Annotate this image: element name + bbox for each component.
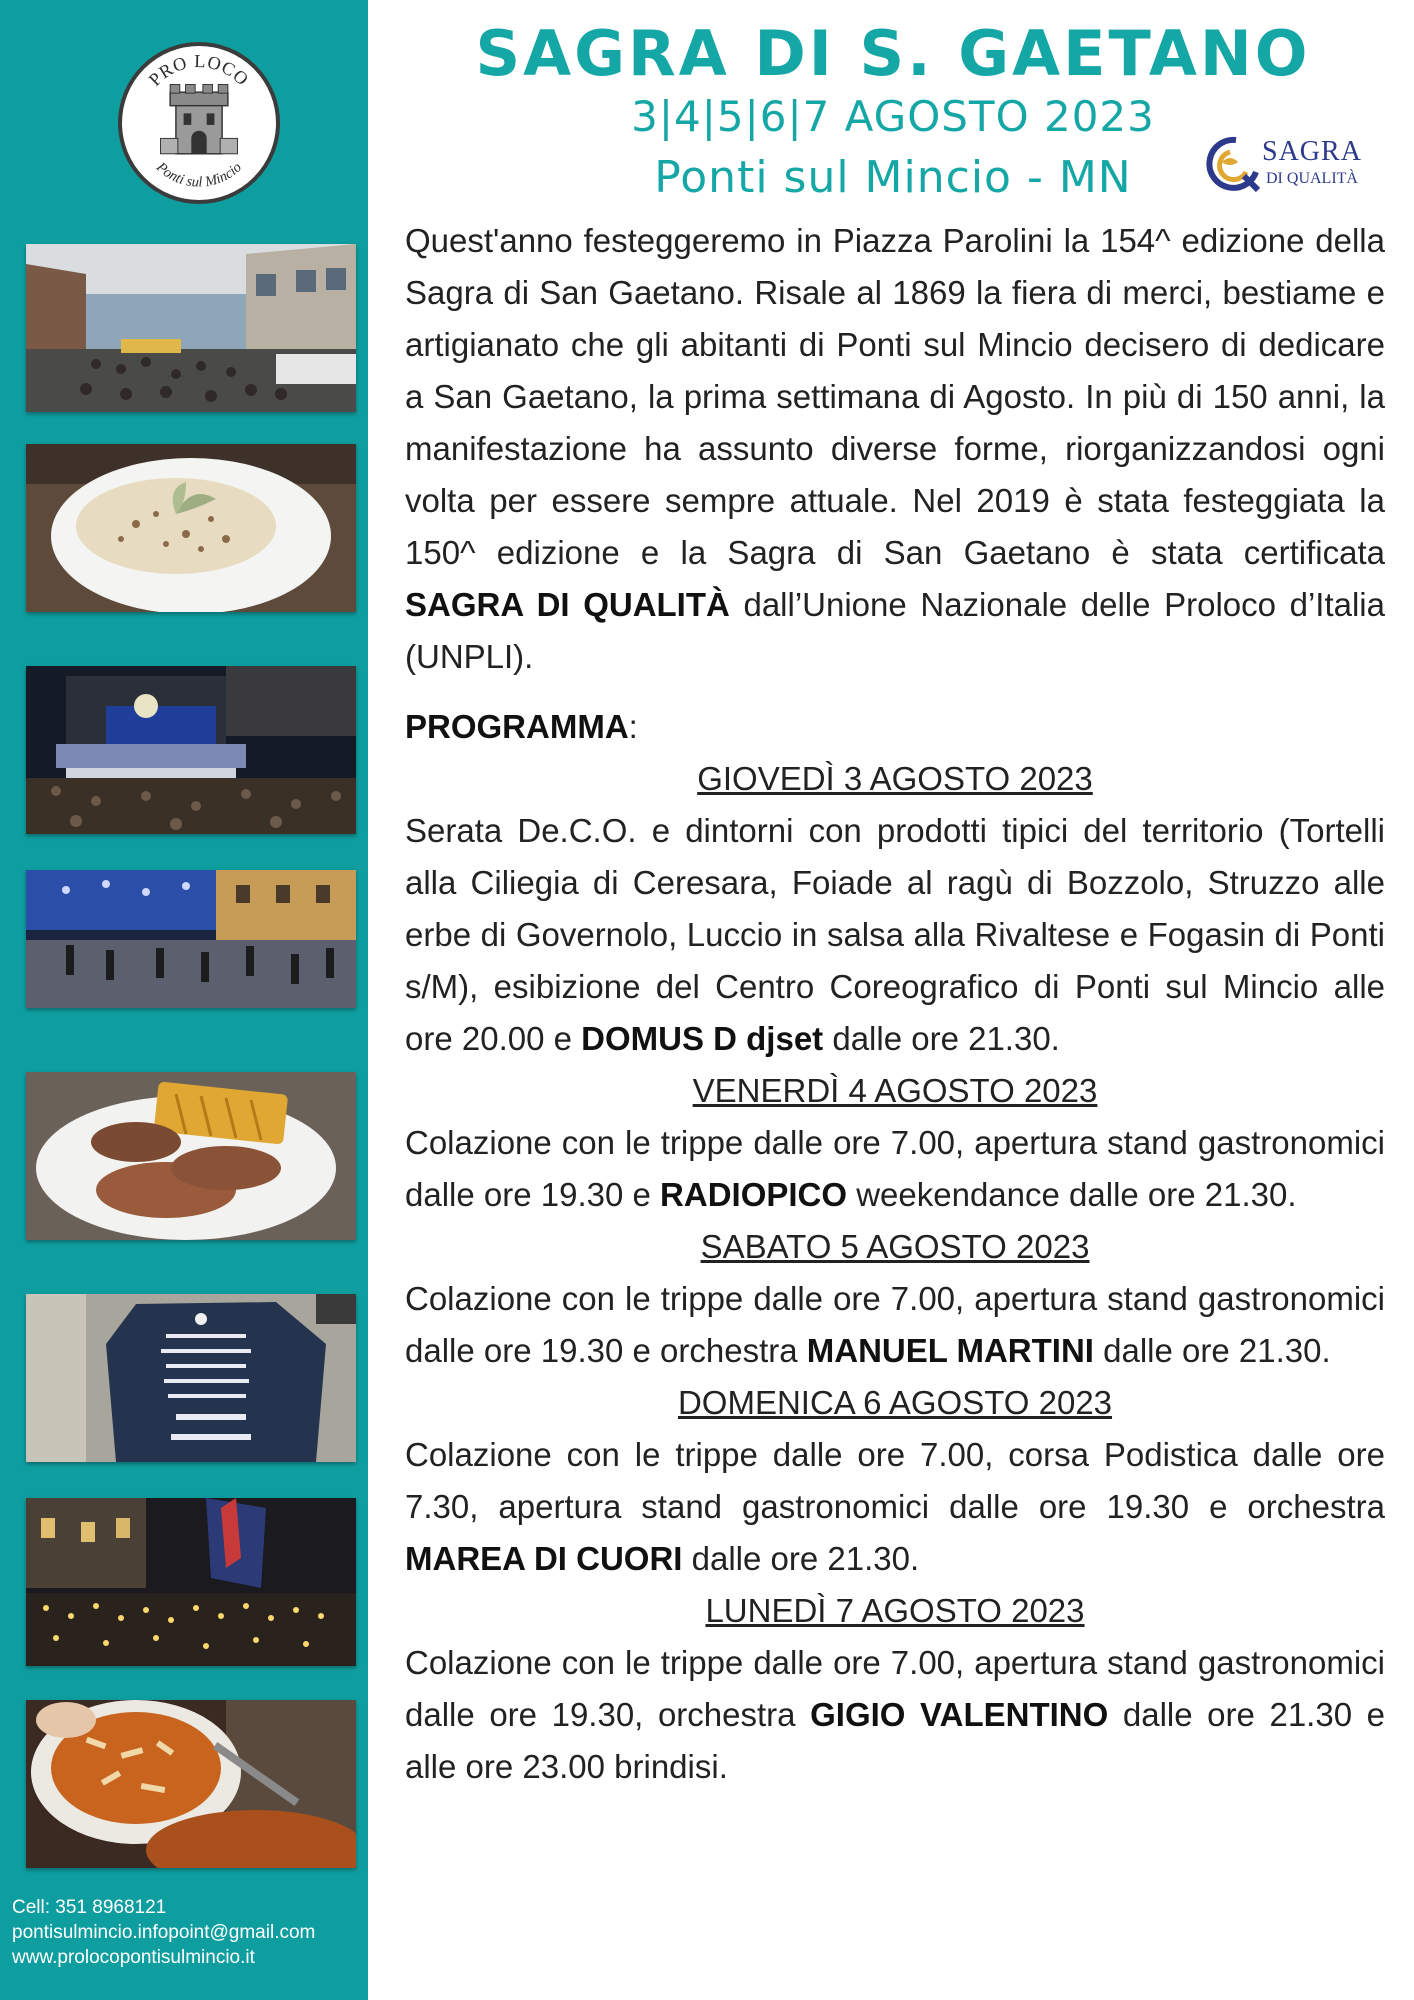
day-1-artist: DOMUS D djset bbox=[581, 1020, 824, 1057]
day-5-text: Colazione con le trippe dalle ore 7.00, apertura stand gastronomici dalle ore 19.30, orchestra bbox=[405, 1644, 1385, 1733]
program-heading bbox=[405, 701, 1385, 753]
pro-loco-logo bbox=[118, 42, 280, 204]
day-text-1 bbox=[405, 805, 1385, 1065]
photo-dance-square bbox=[26, 870, 356, 1008]
intro-text-1: Quest'anno festeggeremo in Piazza Parolini la 154^ edizione della Sagra di San Gaetano. Risale al 1869 la fiera di merci, bestiame e artigianato che gli abitanti di Ponti sul Mincio decisero di dedicare a San Gaetano, la prima settimana di Agosto. In più di 150 anni, la manifestazione ha assunto diverse forme, riorganizzandosi ogni volta per essere sempre attuale. Nel 2019 è stata festeggiata la 150^ edizione e la Sagra di San Gaetano è stata certificata bbox=[405, 222, 1385, 571]
svg-text:PRO LOCO: PRO LOCO bbox=[144, 51, 254, 90]
photo-night-stage bbox=[26, 666, 356, 834]
intro-paragraph bbox=[405, 215, 1385, 683]
day-1-time: dalle ore 21.30. bbox=[823, 1020, 1060, 1057]
day-1-text: Serata De.C.O. e dintorni con prodotti tipici del territorio (Tortelli alla Ciliegia di Ceresara, Foiade al ragù di Bozzolo, Struzzo alle erbe di Governolo, Luccio in salsa alla Rivaltese e Fogasin di Ponti s/M), esibizione del Centro Coreografico di Ponti sul Mincio alle ore 20.00 e bbox=[405, 812, 1385, 1057]
day-4-artist: MAREA DI CUORI bbox=[405, 1540, 683, 1577]
day-title-4: DOMENICA 6 AGOSTO 2023 bbox=[677, 1384, 1113, 1421]
program-heading-text: PROGRAMMA bbox=[405, 708, 629, 745]
photo-candle-procession bbox=[26, 1498, 356, 1666]
contact-website[interactable]: www.prolocopontisulmincio.it bbox=[12, 1947, 255, 1968]
photo-grilled-meat bbox=[26, 1072, 356, 1240]
contact-info bbox=[12, 1895, 315, 1970]
quality-logo-line1: SAGRA bbox=[1262, 136, 1362, 167]
day-text-3 bbox=[405, 1273, 1385, 1377]
program-heading-colon: : bbox=[628, 708, 638, 745]
photo-tripe-soup bbox=[26, 1700, 356, 1868]
contact-email[interactable]: pontisulmincio.infopoint@gmail.com bbox=[12, 1922, 316, 1943]
day-3-text: Colazione con le trippe dalle ore 7.00, apertura stand gastronomici dalle ore 19.30 e orchestra bbox=[405, 1280, 1385, 1369]
intro-bold: SAGRA DI QUALITÀ bbox=[405, 586, 730, 623]
day-4-text: Colazione con le trippe dalle ore 7.00, corsa Podistica dalle ore 7.30, apertura stand gastronomici dalle ore 19.30 e orchestra bbox=[405, 1436, 1385, 1525]
main-content bbox=[405, 215, 1385, 1793]
day-2-time: weekendance dalle ore 21.30. bbox=[847, 1176, 1297, 1213]
day-title-1: GIOVEDÌ 3 AGOSTO 2023 bbox=[697, 760, 1093, 797]
day-text-4 bbox=[405, 1429, 1385, 1585]
svg-text:Ponti sul Mincio: Ponti sul Mincio bbox=[153, 159, 245, 191]
day-title-3: SABATO 5 AGOSTO 2023 bbox=[700, 1228, 1090, 1265]
event-place: Ponti sul Mincio - MN bbox=[654, 152, 1132, 203]
event-dates: 3|4|5|6|7 AGOSTO 2023 bbox=[631, 92, 1155, 141]
day-2-text: Colazione con le trippe dalle ore 7.00, apertura stand gastronomici dalle ore 19.30 e bbox=[405, 1124, 1385, 1213]
quality-badge-icon bbox=[1200, 132, 1264, 196]
day-title-2: VENERDÌ 4 AGOSTO 2023 bbox=[692, 1072, 1098, 1109]
sagra-di-qualita-logo bbox=[1200, 132, 1380, 196]
pro-loco-seal-icon bbox=[122, 46, 276, 200]
day-2-artist: RADIOPICO bbox=[660, 1176, 848, 1213]
sidebar bbox=[0, 0, 368, 2000]
day-text-5 bbox=[405, 1637, 1385, 1793]
intro-text-2: dall’Unione Nazionale delle Proloco d’Italia (UNPLI). bbox=[405, 586, 1385, 675]
contact-phone: Cell: 351 8968121 bbox=[12, 1897, 167, 1918]
quality-logo-line2: DI QUALITÀ bbox=[1266, 170, 1358, 187]
photo-risotto-dish bbox=[26, 444, 356, 612]
day-4-time: dalle ore 21.30. bbox=[682, 1540, 920, 1577]
day-3-artist: MANUEL MARTINI bbox=[806, 1332, 1094, 1369]
photo-tshirt-back bbox=[26, 1294, 356, 1462]
day-text-2 bbox=[405, 1117, 1385, 1221]
day-5-time: dalle ore 21.30 e alle ore 23.00 brindisi. bbox=[405, 1696, 1385, 1785]
day-5-artist: GIGIO VALENTINO bbox=[810, 1696, 1109, 1733]
day-title-5: LUNEDÌ 7 AGOSTO 2023 bbox=[705, 1592, 1085, 1629]
page-title: SAGRA DI S. GAETANO bbox=[475, 17, 1311, 90]
photo-street-crowd bbox=[26, 244, 356, 412]
day-3-time: dalle ore 21.30. bbox=[1093, 1332, 1331, 1369]
